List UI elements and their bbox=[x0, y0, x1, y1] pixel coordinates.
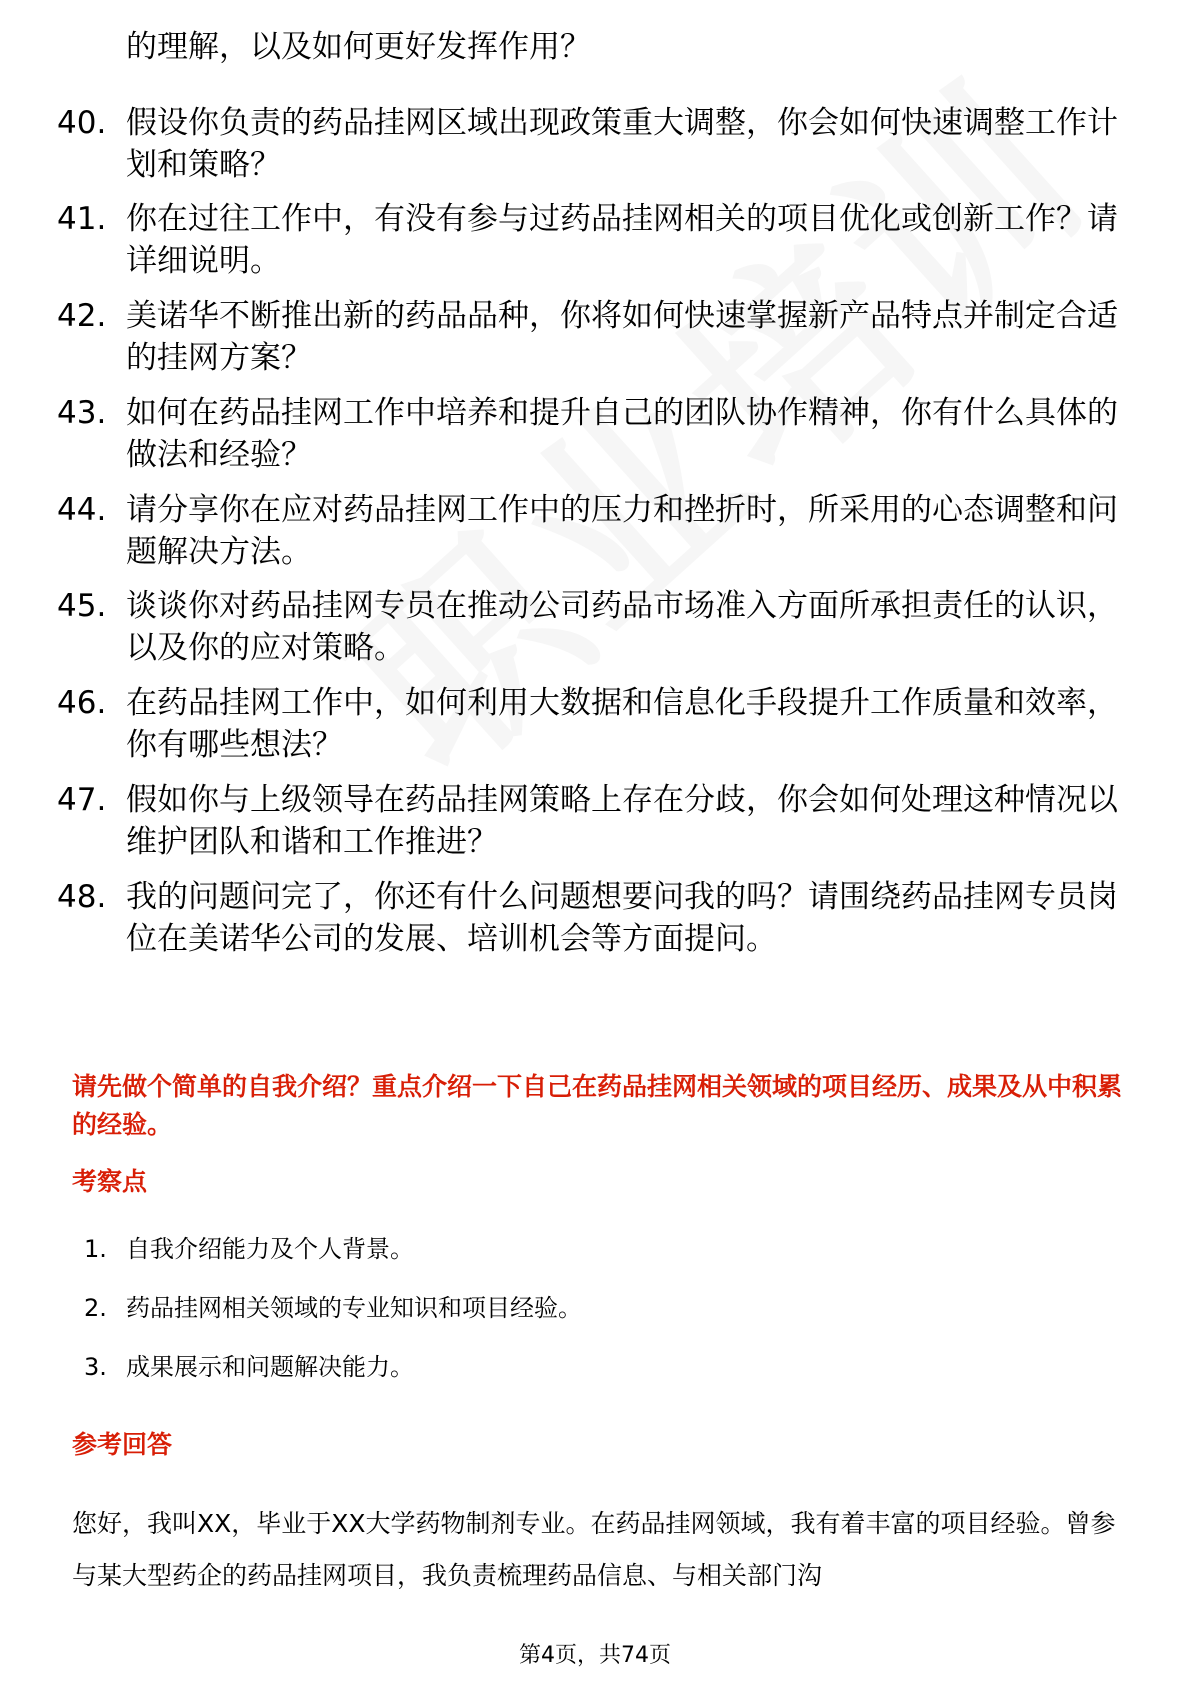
question-number: 40. bbox=[57, 105, 107, 141]
question-number: 43. bbox=[57, 395, 107, 431]
question-number: 45. bbox=[57, 588, 107, 624]
question-text: 请分享你在应对药品挂网工作中的压力和挫折时，所采用的心态调整和问题解决方法。 bbox=[126, 492, 1118, 570]
question-item bbox=[57, 102, 1137, 186]
question-text: 你在过往工作中，有没有参与过药品挂网相关的项目优化或创新工作？请详细说明。 bbox=[126, 201, 1118, 279]
point-number: 3. bbox=[84, 1353, 107, 1381]
reference-answer: 您好，我叫XX，毕业于XX大学药物制剂专业。在药品挂网领域，我有着丰富的项目经验。曾参与某大型药企的药品挂网项目，我负责梳理药品信息、与相关部门沟 bbox=[72, 1509, 1116, 1590]
question-text: 谈谈你对药品挂网专员在推动公司药品市场准入方面所承担责任的认识，以及你的应对策略。 bbox=[126, 588, 1118, 666]
assessment-point bbox=[84, 1233, 414, 1265]
question-item bbox=[57, 392, 1137, 476]
question-text: 假设你负责的药品挂网区域出现政策重大调整，你会如何快速调整工作计划和策略？ bbox=[126, 105, 1118, 183]
question-item bbox=[57, 876, 1137, 960]
question-number: 41. bbox=[57, 201, 107, 237]
intro-continuation: 的理解，以及如何更好发挥作用？ bbox=[126, 29, 591, 65]
question-number: 42. bbox=[57, 298, 107, 334]
page-footer: 第4页，共74页 bbox=[519, 1643, 671, 1668]
question-item bbox=[57, 585, 1137, 669]
question-item bbox=[57, 198, 1137, 282]
question-number: 48. bbox=[57, 879, 107, 915]
point-text: 自我介绍能力及个人背景。 bbox=[126, 1235, 414, 1263]
featured-question: 请先做个简单的自我介绍？重点介绍一下自己在药品挂网相关领域的项目经历、成果及从中积累的经验。 bbox=[72, 1072, 1123, 1139]
assessment-heading: 考察点 bbox=[72, 1167, 148, 1196]
question-text: 如何在药品挂网工作中培养和提升自己的团队协作精神，你有什么具体的做法和经验？ bbox=[126, 395, 1118, 473]
assessment-point bbox=[84, 1351, 414, 1383]
reference-heading: 参考回答 bbox=[72, 1430, 173, 1459]
question-item bbox=[57, 489, 1137, 573]
question-text: 假如你与上级领导在药品挂网策略上存在分歧，你会如何处理这种情况以维护团队和谐和工作推进？ bbox=[126, 782, 1118, 860]
question-number: 46. bbox=[57, 685, 107, 721]
intro-continuation-block bbox=[57, 26, 1137, 68]
question-number: 44. bbox=[57, 492, 107, 528]
point-number: 1. bbox=[84, 1235, 107, 1263]
question-item bbox=[57, 682, 1137, 766]
assessment-point bbox=[84, 1292, 582, 1324]
point-text: 成果展示和问题解决能力。 bbox=[126, 1353, 414, 1381]
question-item bbox=[57, 295, 1137, 379]
question-text: 美诺华不断推出新的药品品种，你将如何快速掌握新产品特点并制定合适的挂网方案？ bbox=[126, 298, 1118, 376]
question-text: 在药品挂网工作中，如何利用大数据和信息化手段提升工作质量和效率，你有哪些想法？ bbox=[126, 685, 1118, 763]
question-number: 47. bbox=[57, 782, 107, 818]
question-text: 我的问题问完了，你还有什么问题想要问我的吗？请围绕药品挂网专员岗位在美诺华公司的发展、培训机会等方面提问。 bbox=[126, 879, 1118, 957]
question-item bbox=[57, 779, 1137, 863]
point-text: 药品挂网相关领域的专业知识和项目经验。 bbox=[126, 1294, 582, 1322]
point-number: 2. bbox=[84, 1294, 107, 1322]
